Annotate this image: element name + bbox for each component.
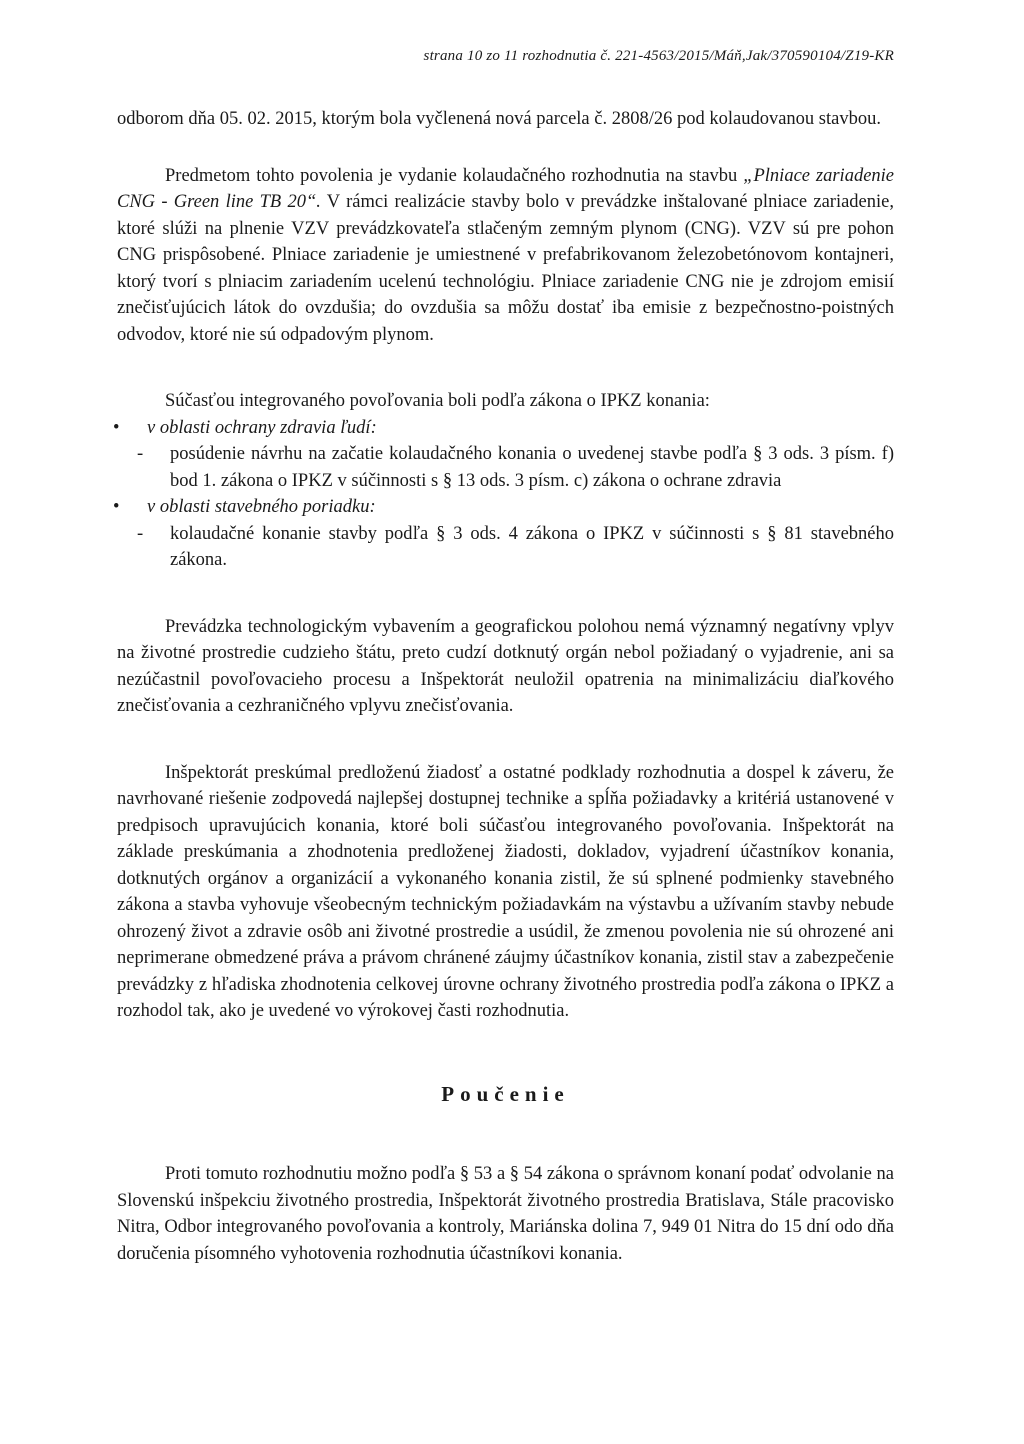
paragraph-subject (117, 163, 894, 349)
subject-text-start: Predmetom tohto povolenia je vydanie kolaudačného rozhodnutia na stavbu (165, 165, 744, 186)
paragraph-inspection-review: Inšpektorát preskúmal predloženú žiadosť a ostatné podklady rozhodnutia a dospel k záveru, že navrhované riešenie zodpovedá najlepšej dostupnej technike a spĺňa požiadavky a kritériá ustanovené v predpisoch upravujúcich konania, ktoré boli súčasťou integrovaného povoľovania. Inšpektorát na základe preskúmania a zhodnotenia predloženej žiadosti, dokladov, vyjadrení účastníkov konania, dotknutých orgánov a organizácií a vykonaného konania zistil, že sú splnené podmienky stavebného zákona a stavba vyhovuje všeobecným technickým požiadavkám na výstavbu a užívaním stavby nebude ohrozený život a zdravie osôb ani životné prostredie a usúdil, že zmenou povolenia nie sú ohrozené ani neprimerane obmedzené práva a právom chránené záujmy účastníkov konania, zistil stav a zabezpečenie prevádzky z hľadiska zhodnotenia celkovej úrovne ochrany životného prostredia podľa zákona o IPKZ a rozhodol tak, ako je uvedené vo výrokovej časti rozhodnutia. (117, 762, 894, 1021)
dash-item-building (117, 521, 894, 574)
bullet-label-building: v oblasti stavebného poriadku: (147, 497, 376, 517)
paragraph-continuation: odborom dňa 05. 02. 2015, ktorým bola vyčlenená nová parcela č. 2808/26 pod kolaudovanou stavbou. (117, 109, 881, 129)
paragraph-transboundary: Prevádzka technologickým vybavením a geografickou polohou nemá významný negatívny vplyv na životné prostredie cudzieho štátu, preto cudzí dotknutý orgán nebol požiadaný o vyjadrenie, ani sa nezúčastnil povoľovacieho procesu a Inšpektorát neuložil opatrenia na minimalizáciu diaľkového znečisťovania a cezhraničného vplyvu znečisťovania. (117, 616, 894, 716)
dash-text-health: posúdenie návrhu na začatie kolaudačného konania o uvedenej stavbe podľa § 3 ods. 3 písm. f) bod 1. zákona o IPKZ v súčinnosti s § 13 ods. 3 písm. c) zákona o ochrane zdravia (170, 444, 894, 491)
dash-item-health (117, 441, 894, 494)
dash-mark: - (137, 444, 144, 464)
dash-text-building: kolaudačné konanie stavby podľa § 3 ods. 4 zákona o IPKZ v súčinnosti s § 81 stavebného zákona. (170, 523, 894, 570)
section-heading: Poučenie (441, 1081, 570, 1106)
construction-name: „Plniace zariadenie CNG - Green line TB 20“. (117, 165, 895, 212)
paragraph-proceedings-intro: Súčasťou integrovaného povoľovania boli podľa zákona o IPKZ konania: (165, 391, 710, 411)
paragraph-appeal-notice: Proti tomuto rozhodnutiu možno podľa § 53 a § 54 zákona o správnom konaní podať odvolanie na Slovenskú inšpekciu životného prostredia, Inšpektorát životného prostredia Bratislava, Stále pracovisko Nitra, Odbor integrovaného povoľovania a kontroly, Mariánska dolina 7, 949 01 Nitra do 15 dní odo dňa doručenia písomného vyhotovenia rozhodnutia účastníkovi konania. (117, 1164, 894, 1264)
dash-mark: - (137, 523, 144, 544)
bullet-mark: • (113, 497, 120, 517)
bullet-item-building (113, 494, 894, 521)
bullet-item-health (113, 415, 894, 442)
page-header: strana 10 zo 11 rozhodnutia č. 221-4563/2015/Máň,Jak/370590104/Z19-KR (423, 48, 894, 64)
document-body (113, 106, 895, 1267)
bullet-label-health: v oblasti ochrany zdravia ľudí: (147, 417, 377, 438)
bullet-mark: • (113, 417, 120, 438)
subject-text-end: V rámci realizácie stavby bolo v prevádzke inštalované plniace zariadenie, ktoré slúži na plnenie VZV prevádzkovateľa stlačeným zemným plynom (CNG). VZV sú pre pohon CNG prispôsobené. Plniace zariadenie je umiestnené v prefabrikovanom železobetónovom kontajneri, ktorý tvorí s plniacim zariadením ucelenú technológiu. Plniace zariadenie CNG nie je zdrojom emisií znečisťujúcich látok do ovzdušia; do ovzdušia sa môžu dostať iba emisie z bezpečnostno-poistných odvodov, ktoré nie sú odpadovým plynom. (117, 192, 894, 345)
